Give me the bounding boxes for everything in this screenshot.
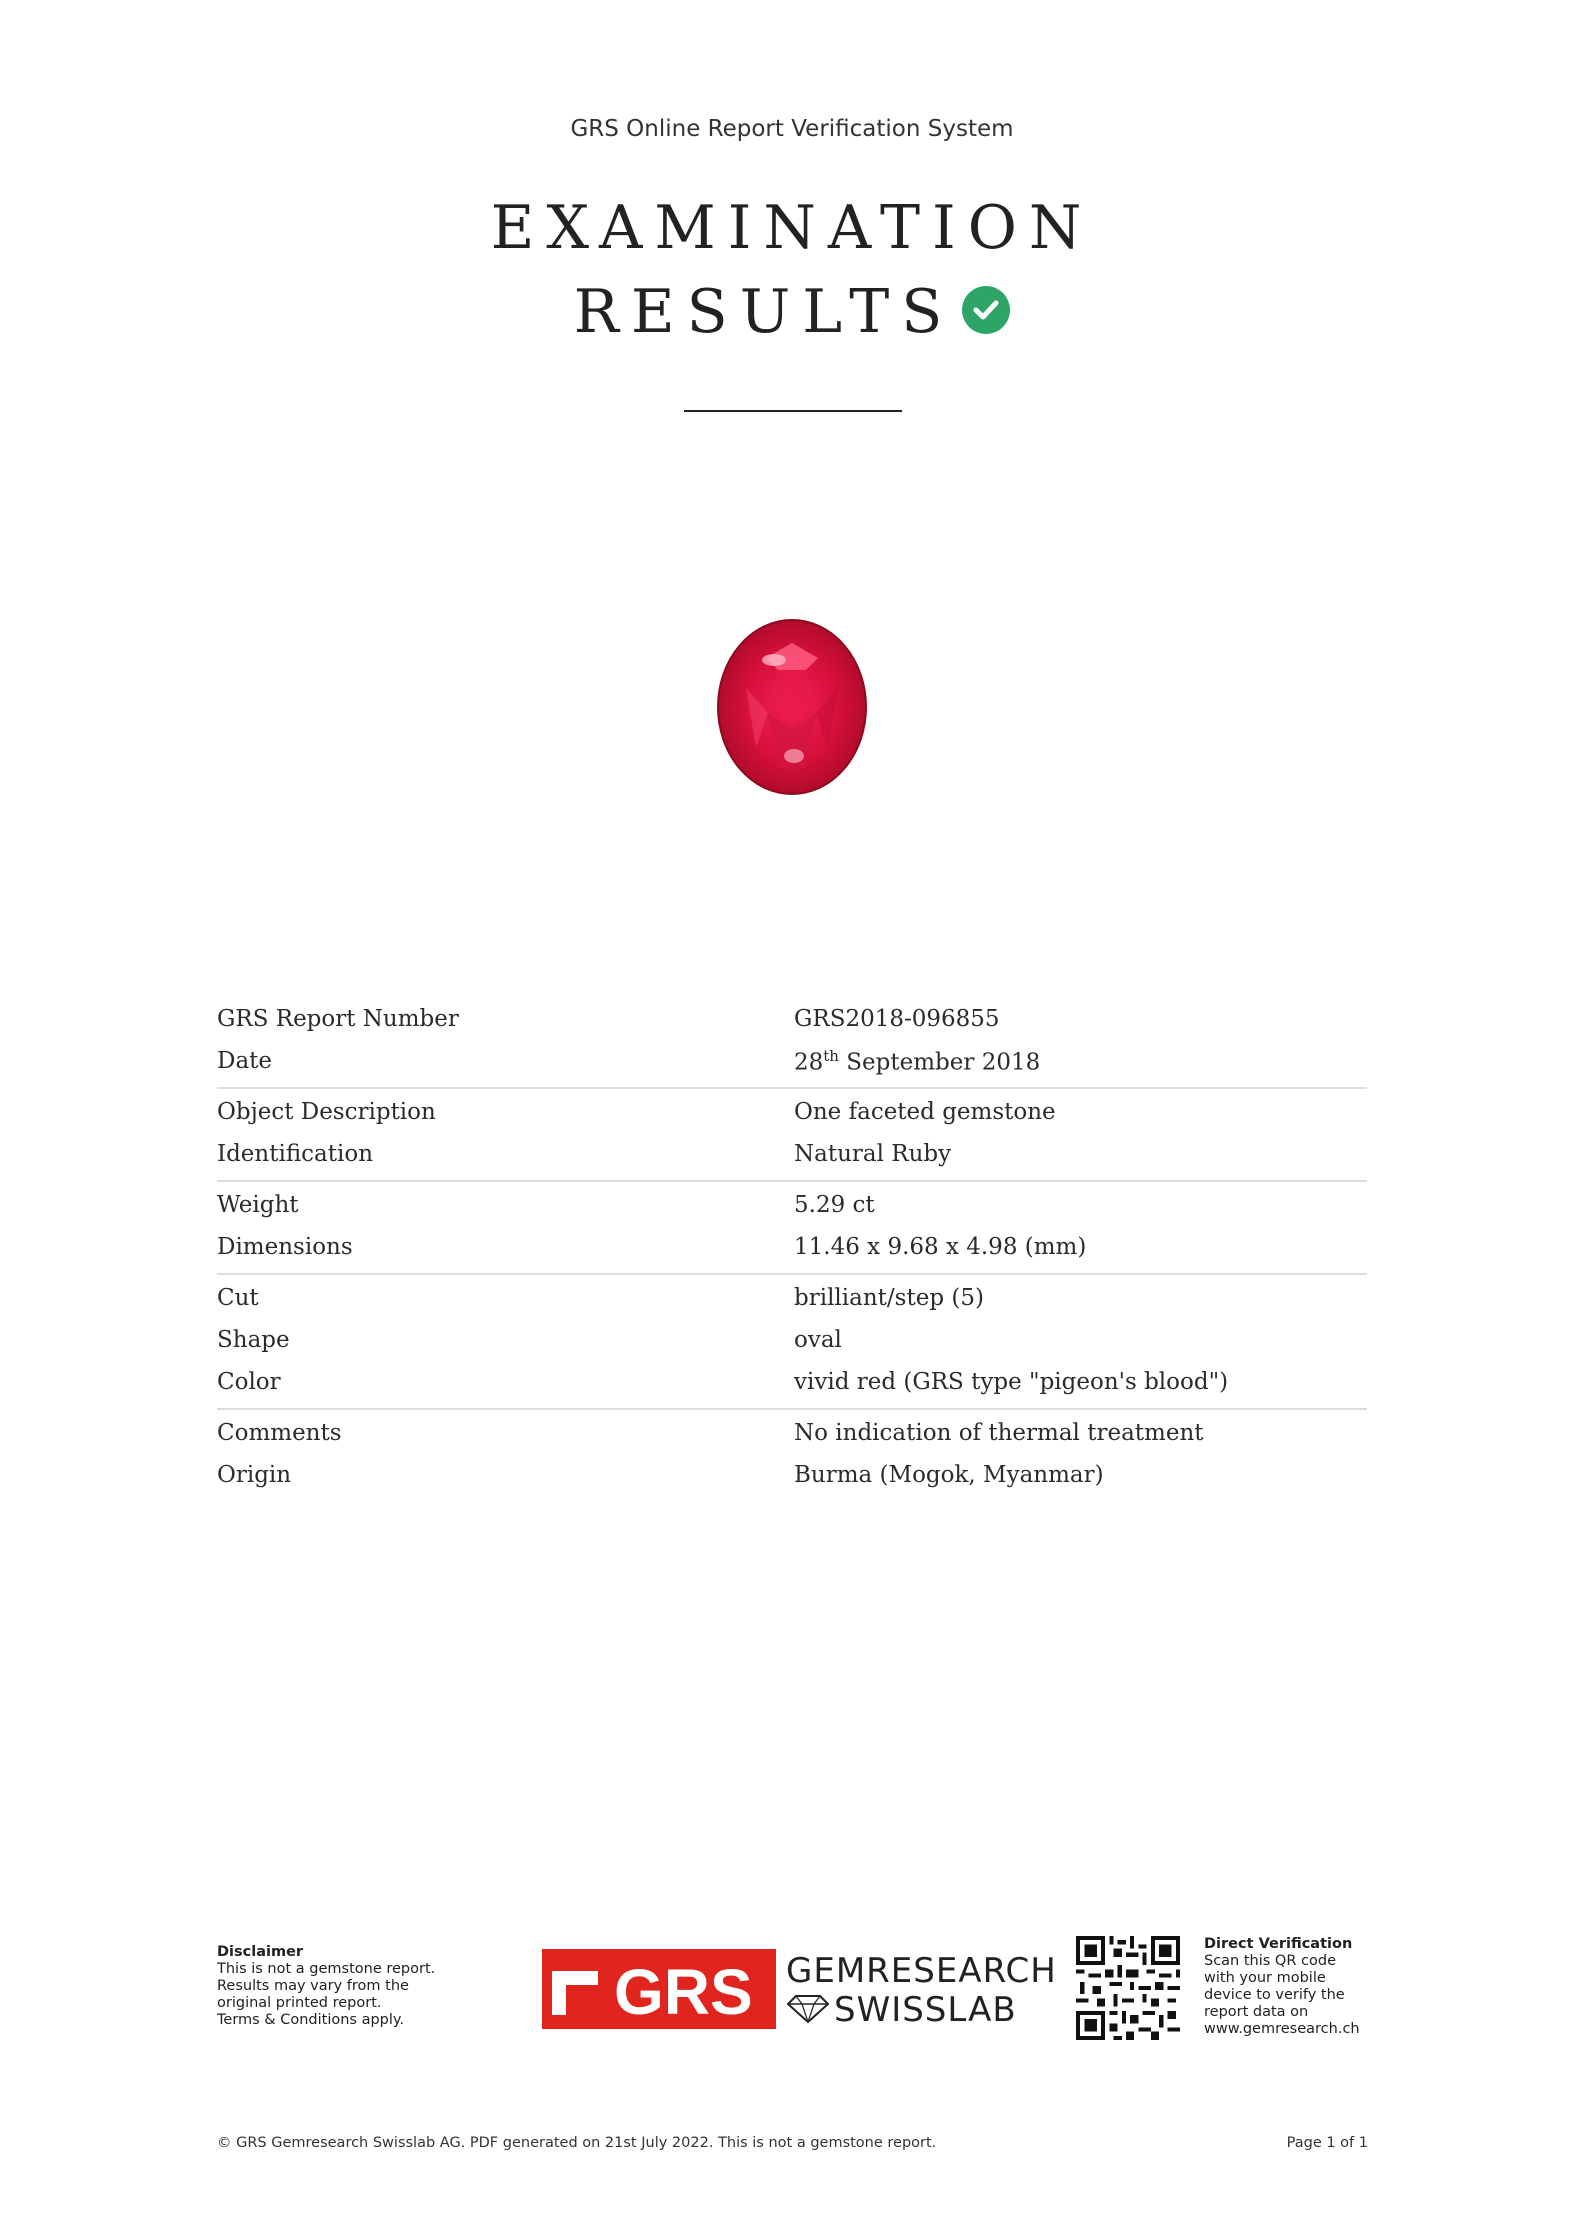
origin-label: Origin — [217, 1462, 292, 1488]
disclaimer — [217, 1944, 477, 2029]
report-number-value: GRS2018-096855 — [794, 1006, 1000, 1032]
report-row — [217, 1184, 1367, 1226]
logo-swisslab: SWISSLAB — [834, 1990, 1017, 2030]
disclaimer-line: Terms & Conditions apply. — [217, 2012, 405, 2028]
check-circle-icon — [962, 286, 1010, 334]
dimensions-value: 11.46 x 9.68 x 4.98 (mm) — [794, 1234, 1087, 1260]
dimensions-label: Dimensions — [217, 1234, 353, 1260]
ruby-gem-image — [716, 618, 868, 796]
report-group-2 — [217, 1089, 1367, 1182]
verification-line: Scan this QR code — [1204, 1953, 1336, 1969]
shape-value: oval — [794, 1327, 842, 1353]
report-row — [217, 1226, 1367, 1268]
report-row — [217, 1277, 1367, 1319]
report-group-5 — [217, 1410, 1367, 1501]
page-title-line-1: EXAMINATION — [490, 193, 1094, 263]
swiss-cross-logo-icon — [542, 1949, 776, 2029]
report-group-1 — [217, 996, 1367, 1089]
color-label: Color — [217, 1369, 281, 1395]
report-row — [217, 1412, 1367, 1454]
verification-line: device to verify the — [1204, 1987, 1345, 2003]
footer-copyright: © GRS Gemresearch Swisslab AG. PDF generated on 21st July 2022. This is not a gemstone report. — [217, 2135, 937, 2151]
report-row — [217, 1133, 1367, 1175]
report-row — [217, 1454, 1367, 1496]
cut-value: brilliant/step (5) — [794, 1285, 984, 1311]
report-group-3 — [217, 1182, 1367, 1275]
weight-value: 5.29 ct — [794, 1192, 875, 1218]
object-description-label: Object Description — [217, 1099, 436, 1125]
weight-label: Weight — [217, 1192, 299, 1218]
cut-label: Cut — [217, 1285, 259, 1311]
verification-link[interactable]: www.gemresearch.ch — [1204, 2021, 1360, 2037]
direct-verification — [1204, 1936, 1384, 2038]
disclaimer-title: Disclaimer — [217, 1944, 304, 1960]
date-label: Date — [217, 1048, 273, 1074]
diamond-icon — [786, 1994, 830, 2024]
system-title: GRS Online Report Verification System — [570, 116, 1014, 142]
disclaimer-line: Results may vary from the — [217, 1978, 409, 1994]
report-row — [217, 1361, 1367, 1403]
comments-label: Comments — [217, 1420, 342, 1446]
logo-gemresearch: GEMRESEARCH — [786, 1951, 1057, 1991]
page-title-line-2-text: RESULTS — [573, 277, 955, 347]
disclaimer-line: original printed report. — [217, 1995, 382, 2011]
origin-value: Burma (Mogok, Myanmar) — [794, 1462, 1104, 1488]
report-row — [217, 1091, 1367, 1133]
report-row — [217, 1319, 1367, 1361]
verification-line: report data on — [1204, 2004, 1309, 2020]
report-row — [217, 1040, 1367, 1082]
object-description-value: One faceted gemstone — [794, 1099, 1056, 1125]
verification-line: with your mobile — [1204, 1970, 1326, 1986]
date-value: 28th September 2018 — [794, 1046, 1041, 1076]
disclaimer-line: This is not a gemstone report. — [217, 1961, 436, 1977]
grs-logo — [542, 1949, 776, 2029]
page-number: Page 1 of 1 — [1286, 2135, 1368, 2151]
identification-value: Natural Ruby — [794, 1141, 952, 1167]
comments-value: No indication of thermal treatment — [794, 1420, 1204, 1446]
qr-code-icon[interactable] — [1076, 1936, 1180, 2040]
page-title-line-2 — [0, 277, 1584, 347]
report-group-4 — [217, 1275, 1367, 1410]
shape-label: Shape — [217, 1327, 290, 1353]
title-divider — [684, 410, 902, 412]
report-number-label: GRS Report Number — [217, 1006, 459, 1032]
grs-logo-text: GRS — [614, 1956, 753, 2028]
report-row — [217, 998, 1367, 1040]
color-value: vivid red (GRS type "pigeon's blood") — [794, 1369, 1229, 1395]
report-details-table — [217, 996, 1367, 1501]
verification-title: Direct Verification — [1204, 1936, 1353, 1952]
identification-label: Identification — [217, 1141, 374, 1167]
